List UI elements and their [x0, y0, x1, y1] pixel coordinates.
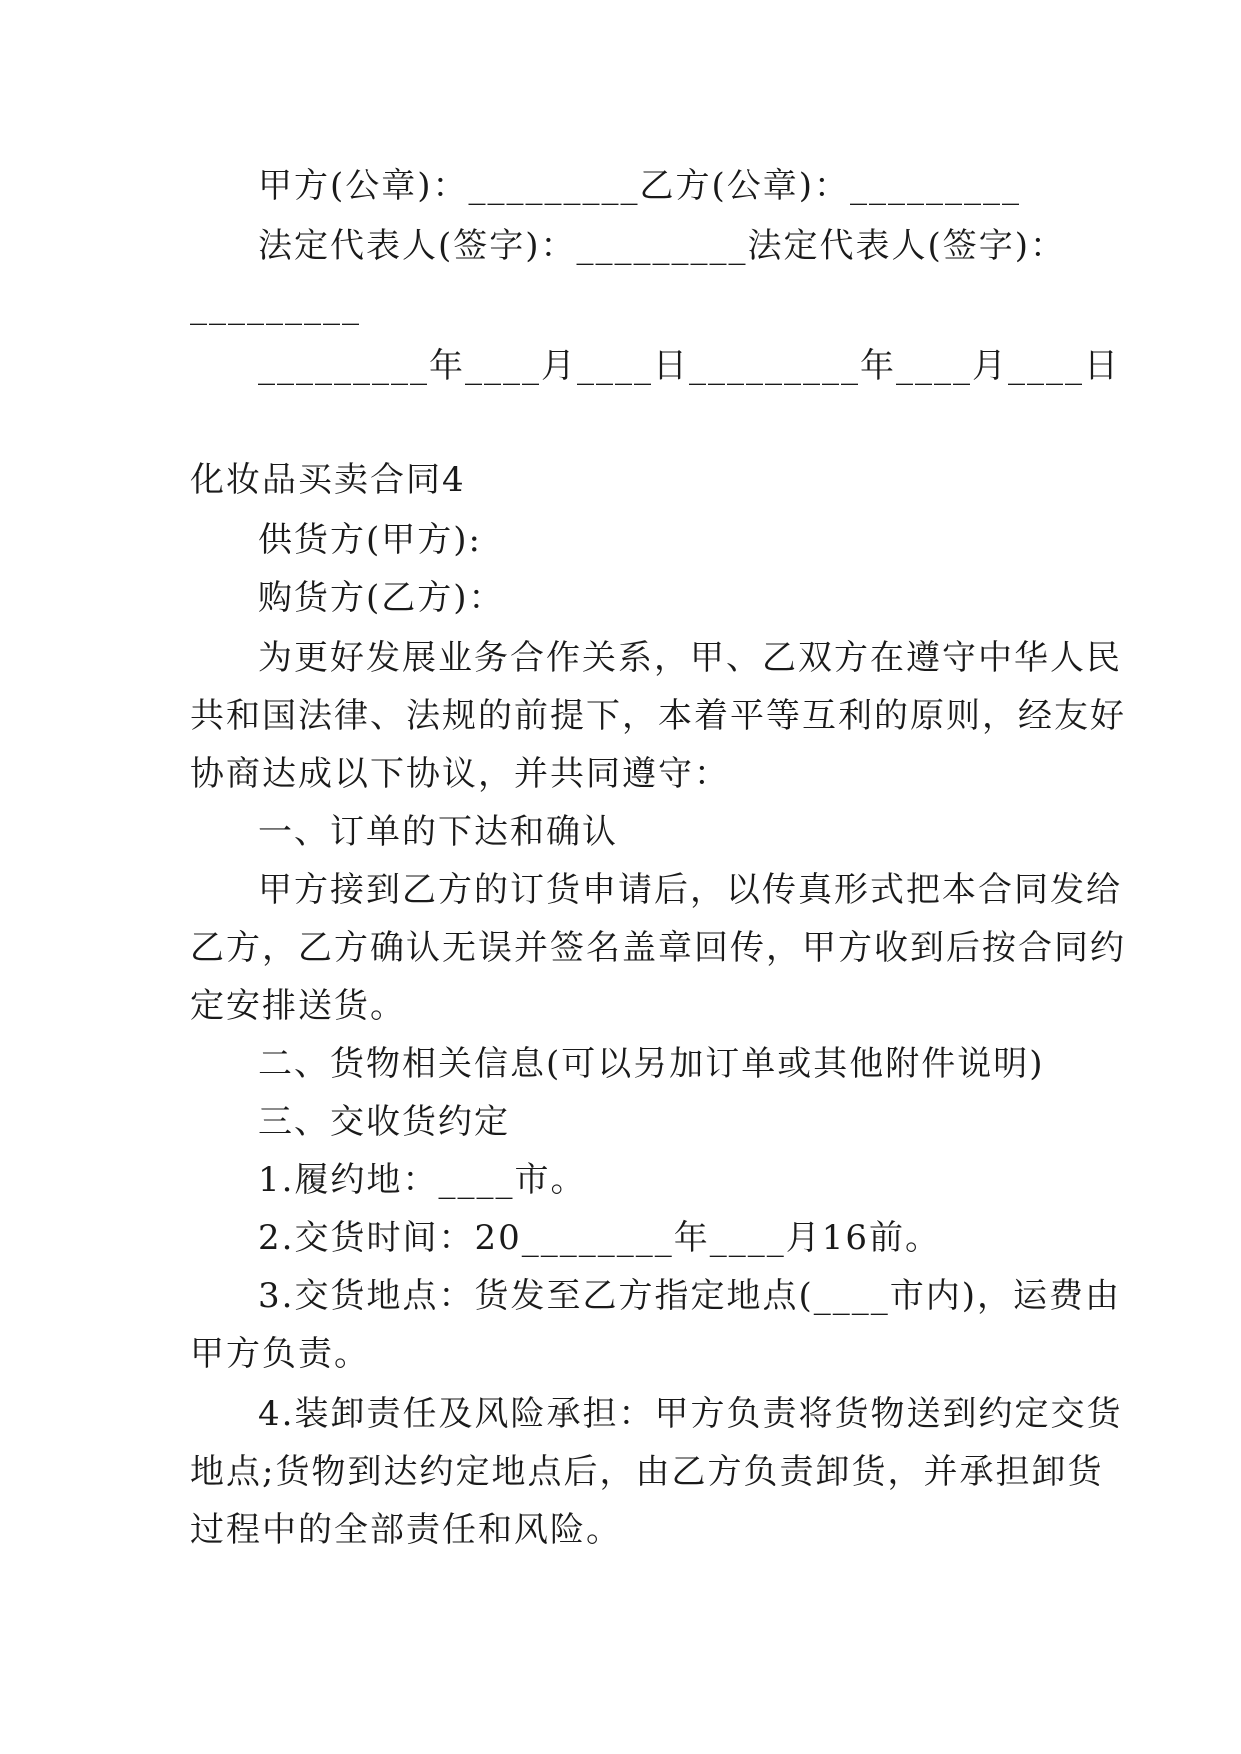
section-title: 化妆品买卖合同4 — [190, 460, 466, 500]
clause1-body-line: 乙方，乙方确认无误并签名盖章回传，甲方收到后按合同约 — [190, 928, 1126, 968]
signature-representative-line: 法定代表人(签字)：_________法定代表人(签字)： — [258, 226, 1067, 266]
clause2-heading: 二、货物相关信息(可以另加订单或其他附件说明) — [258, 1044, 1045, 1084]
clause1-heading: 一、订单的下达和确认 — [258, 812, 618, 852]
signature-seal-line: 甲方(公章)：_________乙方(公章)：_________ — [258, 166, 1022, 206]
clause1-body-line: 甲方接到乙方的订货申请后，以传真形式把本合同发给 — [258, 870, 1122, 910]
clause3-heading: 三、交收货约定 — [258, 1102, 510, 1142]
supplier-party: 供货方(甲方): — [258, 520, 482, 560]
clause3-item1: 1.履约地：____市。 — [258, 1160, 587, 1200]
clause3-item4-line: 4.装卸责任及风险承担：甲方负责将货物送到约定交货 — [258, 1394, 1123, 1434]
clause1-body-line: 定安排送货。 — [190, 986, 406, 1026]
clause3-item4-line: 过程中的全部责任和风险。 — [190, 1510, 622, 1550]
clause3-item4-line: 地点;货物到达约定地点后，由乙方负责卸货，并承担卸货 — [190, 1452, 1104, 1492]
clause3-item3-line: 3.交货地点：货发至乙方指定地点(____市内)，运费由 — [258, 1276, 1121, 1316]
clause3-item2: 2.交货时间：20________年____月16前。 — [258, 1218, 941, 1258]
signature-date-line: _________年____月____日_________年____月____日 — [258, 346, 1120, 386]
preamble-line: 协商达成以下协议，并共同遵守： — [190, 754, 730, 794]
clause3-item3-line: 甲方负责。 — [190, 1334, 370, 1374]
signature-representative-blank: _________ — [190, 286, 361, 326]
preamble-line: 为更好发展业务合作关系，甲、乙双方在遵守中华人民 — [258, 638, 1122, 678]
preamble-line: 共和国法律、法规的前提下，本着平等互利的原则，经友好 — [190, 696, 1126, 736]
buyer-party: 购货方(乙方)： — [258, 578, 505, 618]
